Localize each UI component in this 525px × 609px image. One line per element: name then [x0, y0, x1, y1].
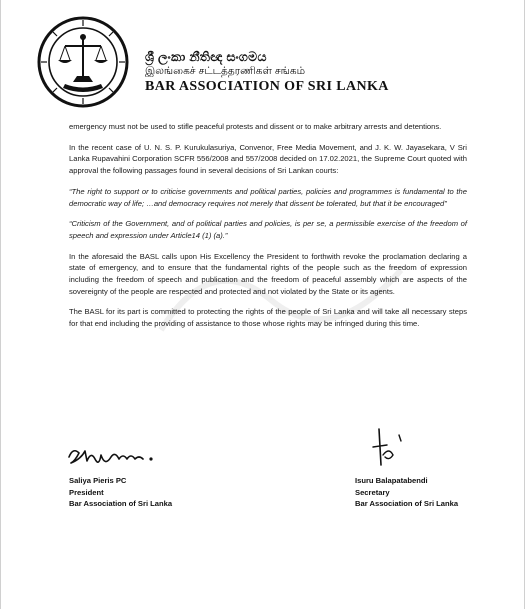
- quoted-paragraph: “Criticism of the Government, and of political parties and policies, is per se, a permissible exercise of the freedom of speech and expression under Article14 (1) (a).”: [69, 219, 467, 240]
- paragraph: In the recent case of U. N. S. P. Kurukulasuriya, Convenor, Free Media Movement, and J. K. W. Jayasekara, V Sri Lanka Rupavahini Corporation SCFR 556/2008 and 557/2008 decided on 17.02.2021, the Supreme Court quoted with approval the following passages found in several decisions of Sri Lankan courts:: [69, 142, 467, 176]
- signatory-name: Isuru Balapatabendi: [355, 476, 428, 485]
- secretary-signatory-block: [355, 475, 458, 510]
- paragraph: In the aforesaid the BASL calls upon His Excellency the President to forthwith revoke the proclamation declaring a state of emergency, and to ensure that the fundamental rights of the people such as the freedom of expression including the freedom of speech and publication and the freedom of peaceful assembly which are aspects of the sovereignty of the people are respected and protected and not violated by the State or its agents.: [69, 251, 467, 296]
- paragraph: The BASL for its part is committed to protecting the rights of the people of Sri Lanka and will take all necessary steps for that end including the providing of assistance to those whose rights may be infringed during this time.: [69, 307, 467, 329]
- president-signatory-block: [69, 475, 172, 510]
- bar-association-seal-icon: [37, 16, 129, 108]
- paragraph: emergency must not be used to stifle peaceful protests and dissent or to make arbitrary arrests and detentions.: [69, 122, 442, 131]
- organisation-header: [145, 50, 505, 95]
- signatory-org: Bar Association of Sri Lanka: [69, 499, 173, 508]
- org-name-sinhala: ශ්‍රී ලංකා නීතිඥ සංගමය: [145, 50, 267, 64]
- president-signature-icon: [65, 437, 165, 471]
- signatory-title: Secretary: [355, 487, 390, 497]
- quoted-paragraph: “The right to support or to criticise governments and political parties, policies and programmes is fundamental to the democratic way of life; …and democracy requires not merely that dissent be tolerated, but that it be encouraged”: [69, 186, 467, 208]
- signatory-name: Saliya Pieris PC: [69, 476, 127, 485]
- signatory-title: President: [69, 487, 104, 497]
- secretary-signature-icon: [367, 425, 413, 471]
- signatory-org: Bar Association of Sri Lanka: [355, 499, 459, 508]
- org-name-tamil: இலங்கைச் சட்டத்தரணிகள் சங்கம்: [145, 65, 306, 77]
- letter-body: [69, 121, 467, 339]
- org-name-english: BAR ASSOCIATION OF SRI LANKA: [145, 79, 389, 94]
